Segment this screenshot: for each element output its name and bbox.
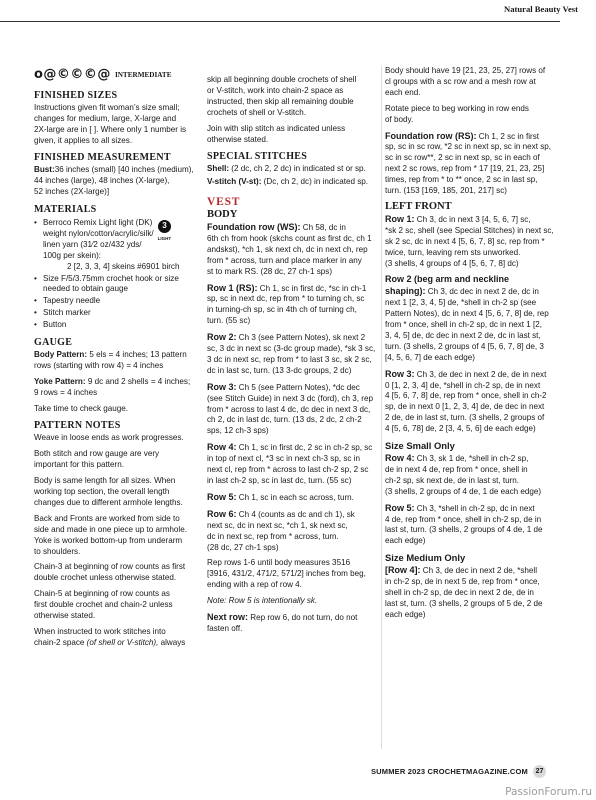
running-title: Natural Beauty Vest bbox=[503, 4, 578, 14]
materials-hook: • Size F/5/3.75mm crochet hook or size needed to obtain gauge bbox=[34, 274, 208, 296]
body-row-5: Row 5: Ch 1, sc in each sc across, turn. bbox=[207, 491, 354, 502]
materials-yarn: • Berroco Remix Light light (DK) weight nylon/cotton/acrylic/silk/ linen yarn (31⁄2 oz/432 yds/ 100g per skein): 3 LIGHT 2 [2, 3, 3, 4] skeins #6901 birch bbox=[34, 218, 208, 273]
skill-level-icon: o@©©©@ bbox=[34, 67, 111, 82]
size-small-row-5: Row 5: Ch 3, *shell in ch-2 sp, dc in next 4 de, rep from * once, shell in ch-2 sp, de in last st, turn. (3 shells, 2 groups of 4 de, 1 de each edge) bbox=[385, 502, 543, 546]
left-front-row-1: Row 1: Ch 3, dc in next 3 [4, 5, 6, 7] sc, *sk 2 sc, shell (see Special Stitches) in next sc, sk 2 sc, dc in next 4 [5, 6, 7, 8] sc, rep from * twice, turn, leaving rem sts unworked. (3 shells, 4 groups of 4 [5, 6, 7, 8] dc) bbox=[385, 213, 554, 268]
pattern-note: Back and Fronts are worked from side to side and made in one piece up to armhole. Yoke is worked bottom-up from underarm to shoulders. bbox=[34, 513, 187, 556]
shell-definition: Shell: (2 dc, ch 2, 2 dc) in indicated st or sp. bbox=[207, 164, 366, 174]
size-small-row-4: Row 4: Ch 3, sk 1 de, *shell in ch-2 sp, de in next 4 de, rep from * once, shell in ch-2 sp, sk next de, de in last st, turn. (3 shells, 2 groups of 4 de, 1 de each edge) bbox=[385, 453, 542, 496]
left-front-row-3: Row 3: Ch 3, de dec in next 2 de, de in next 0 [1, 2, 3, 4] de, *shell in ch-2 sp, de in next 4 [5, 6, 7, 8] de, rep from * once, shell in ch-2 sp, de in next 0 [1, 2, 3, 4] de, de dec in next 2 de, de in last st, turn. (3 shells, 2 groups of 4 [5, 6, 78] de, 2 [3, 4, 5, 6] de each edge) bbox=[385, 368, 547, 434]
skill-level bbox=[34, 67, 208, 82]
gauge-heading: GAUGE bbox=[34, 337, 73, 349]
body-foundation-row: Foundation row (WS): Ch 58, dc in 6th ch from hook (skchs count as first dc, ch 1 andskst), *ch 1, sk next ch, dc in next ch, rep from * across, turn and place marker in any st to mark RS. (28 dc, 27 ch-1 sps) bbox=[207, 221, 372, 276]
left-front-heading: LEFT FRONT bbox=[385, 200, 452, 212]
skill-level-label: INTERMEDIATE bbox=[114, 71, 172, 79]
bust-measurement: Bust:36 inches (small) [40 inches (medium), 44 inches (large), 48 inches (X-large), 52 inches (2X-large)] bbox=[34, 165, 194, 197]
special-stitches-heading: SPECIAL STITCHES bbox=[207, 151, 308, 163]
materials-item: • Stitch marker bbox=[34, 308, 208, 319]
body-note: Note: Row 5 is intentionally sk. bbox=[207, 596, 318, 606]
pattern-note: Body is same length for all sizes. When working top section, the overall length changes due to different armhole lengths. bbox=[34, 476, 183, 507]
top-rule bbox=[0, 21, 560, 22]
size-medium-row-4: [Row 4]: Ch 3, de dec in next 2 de, *shell in ch-2 sp, de in next 5 de, rep from * once, shell in ch-2 sp, de dec in next 2 de, de in last st, turn. (3 shells, 2 groups of 5 de, 2 de each edge) bbox=[385, 565, 543, 619]
join-note: Join with slip stitch as indicated unless otherwise stated. bbox=[207, 123, 346, 144]
vest-heading: VEST bbox=[207, 196, 241, 209]
pattern-note: Both stitch and row gauge are very important for this pattern. bbox=[34, 449, 160, 470]
pattern-note: When instructed to work stitches into chain-2 space (of shell or V-stitch), always bbox=[34, 626, 186, 647]
materials-heading: MATERIALS bbox=[34, 204, 97, 216]
body-heading: BODY bbox=[207, 209, 238, 221]
page-number: 27 bbox=[533, 765, 546, 778]
column-3 bbox=[385, 66, 557, 626]
body-row-2: Row 2: Ch 3 (see Pattern Notes), sk next 2 sc, 3 dc in next sc (3-dc group made), *sk 3 sc, 3 dc in next sc, rep from * to last 3 sc, sk 2 sc, dc in last sc, turn. (13 3-dc groups, 2 dc) bbox=[207, 332, 376, 375]
body-row-1: Row 1 (RS): Ch 1, sc in first dc, *sc in ch-1 sp, sc in next dc, rep from * to turning ch, sc in turning-ch sp, sc in 4th ch of turning ch, turn. (55 sc) bbox=[207, 282, 367, 326]
body-next-row: Next row: Rep row 6, do not turn, do not fasten off. bbox=[207, 612, 358, 633]
issue-footer: SUMMER 2023 CROCHETMAGAZINE.COM bbox=[370, 767, 528, 776]
body-row-6: Row 6: Ch 4 (counts as dc and ch 1), sk next sc, dc in next sc, *ch 1, sk next sc, dc in next sc, rep from * across, turn. (28 dc, 27 ch-1 sps) bbox=[207, 508, 355, 552]
materials-item: • Button bbox=[34, 320, 208, 331]
pattern-note: Weave in loose ends as work progresses. bbox=[34, 433, 184, 443]
column-2 bbox=[207, 75, 379, 640]
body-row-4: Row 4: Ch 1, sc in first dc, 2 sc in ch-2 sp, sc in top of next cl, *3 sc in next ch-3 sp, sc in next cl, rep from * across to last ch-2 sp, 2 sc in last ch-2 sp, sc in last dc, turn. (55 sc) bbox=[207, 442, 373, 485]
size-small-heading: Size Small Only bbox=[385, 440, 455, 452]
yarn-weight-icon: 3 LIGHT bbox=[157, 221, 172, 241]
size-medium-heading: Size Medium Only bbox=[385, 552, 466, 564]
rotate-note: Rotate piece to beg working in row ends of body. bbox=[385, 103, 529, 124]
note-continuation: skip all beginning double crochets of shell or V-stitch, work into chain-2 space as instructed, then skip all remaining double crochets of shell or V-stitch. bbox=[207, 75, 357, 117]
column-1 bbox=[34, 67, 208, 654]
finished-sizes-text: Instructions given fit woman’s size small; changes for medium, large, X-large and 2X-large are in [ ]. Where only 1 number is given, it applies to all sizes. bbox=[34, 102, 187, 145]
pattern-note: Chain-3 at beginning of row counts as first double crochet unless otherwise stated. bbox=[34, 562, 186, 583]
finished-measurement-heading: FINISHED MEASUREMENT bbox=[34, 152, 171, 164]
body-row-3: Row 3: Ch 5 (see Pattern Notes), *dc dec (see Stitch Guide) in next 3 dc (ford), ch 3, rep from * across to last 4 dc, dc dec in next 3 dc, ch 2, dc in last dc, turn. (13 ds, 2 dc, 2 ch-2 sps, 12 ch-3 sps) bbox=[207, 381, 373, 436]
materials-list bbox=[34, 218, 208, 331]
finished-sizes-heading: FINISHED SIZES bbox=[34, 89, 118, 101]
pattern-note: Chain-5 at beginning of row counts as first double crochet and chain-2 unless otherwise stated. bbox=[34, 589, 173, 621]
yoke-foundation-row: Foundation row (RS): Ch 1, 2 sc in first sp, sc in sc row, *2 sc in next sp, sc in next sp, sc in sc row**, 2 sc in next sp, sc in each of next 2 sc rows, rep from * 17 [19, 21, 23, 25] times, rep from * to ** once, 2 sc in last sp, turn. (153 [169, 185, 201, 217] sc) bbox=[385, 130, 551, 196]
watermark: PassionForum.ru bbox=[505, 786, 592, 798]
gauge-body: Body Pattern: 5 els = 4 inches; 13 pattern rows (starting with row 4) = 4 inches bbox=[34, 349, 187, 370]
materials-item: • Tapestry needle bbox=[34, 296, 208, 307]
gauge-check: Take time to check gauge. bbox=[34, 403, 129, 413]
left-front-row-2: Row 2 (beg arm and neckline shaping): Ch 3, dc dec in next 2 de, dc in next 1 [2, 3, 4, 5] de, *shell in ch-2 sp (see Pattern Notes), dc in next 4 [5, 6, 7, 8] de, rep from * once, shell in ch-2 sp, dc in next 1 [2, 3, 4, 5] de, dc dec in next 2 de, dc in last st, turn. (3 shells, 2 groups of 4 [5, 6, 7, 8] de, 3 [4, 5, 6, 7] de each edge) bbox=[385, 274, 549, 362]
body-repeat: Rep rows 1-6 until body measures 3516 [3916, 431/2, 471/2, 571/2] inches from beg, ending with a rep of row 4. bbox=[207, 558, 366, 590]
column-divider bbox=[381, 66, 382, 749]
gauge-yoke: Yoke Pattern: 9 dc and 2 shells = 4 inches; 9 rows = 4 inches bbox=[34, 376, 191, 397]
body-rows-summary: Body should have 19 [21, 23, 25, 27] rows of cl groups with a sc row and a mesh row at each end. bbox=[385, 66, 546, 97]
pattern-notes-heading: PATTERN NOTES bbox=[34, 420, 121, 432]
vstitch-definition: V-stitch (V-st): (Dc, ch 2, dc) in indicated sp. bbox=[207, 177, 369, 187]
